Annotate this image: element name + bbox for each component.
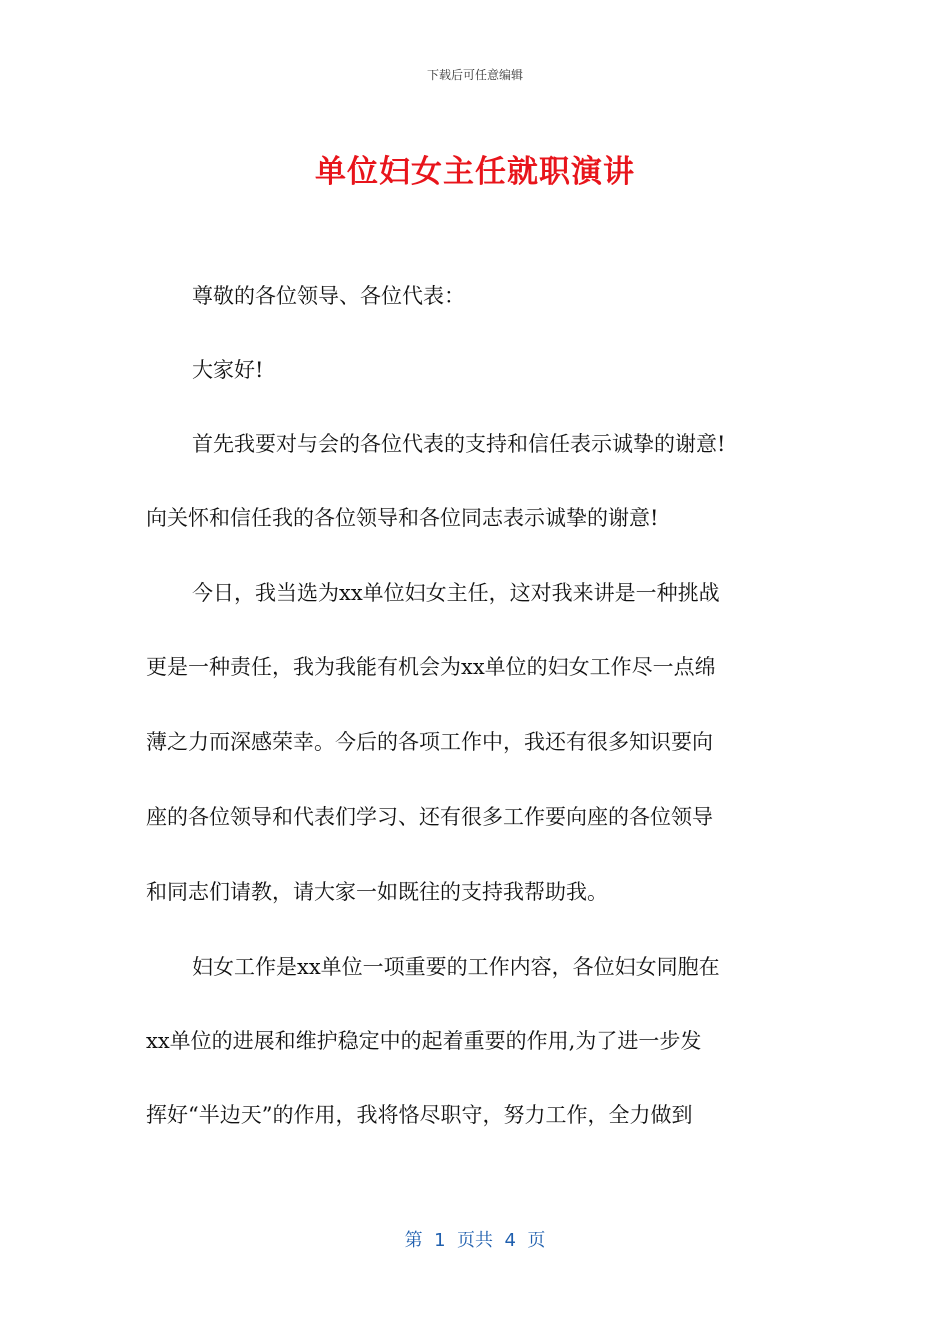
body-line: 尊敬的各位领导、各位代表：: [192, 284, 465, 308]
body-line: 挥好“半边天”的作用，我将恪尽职守，努力工作，全力做到: [146, 1103, 693, 1127]
body-line: 和同志们请教，请大家一如既往的支持我帮助我。: [146, 880, 608, 904]
body-line: 妇女工作是xx单位一项重要的工作内容，各位妇女同胞在: [192, 955, 720, 979]
body-line: xx单位的进展和维护稳定中的起着重要的作用,为了进一步发: [146, 1029, 702, 1053]
body-line: 今日，我当选为xx单位妇女主任，这对我来讲是一种挑战: [192, 581, 720, 605]
body-line: 首先我要对与会的各位代表的支持和信任表示诚挚的谢意!: [192, 432, 726, 456]
body-line: 座的各位领导和代表们学习、还有很多工作要向座的各位领导: [146, 805, 713, 829]
page-number-footer: 第 1 页共 4 页: [404, 1230, 546, 1251]
body-line: 更是一种责任，我为我能有机会为xx单位的妇女工作尽一点绵: [146, 655, 716, 679]
page-header-note: 下载后可任意编辑: [426, 68, 523, 82]
body-line: 大家好!: [192, 358, 264, 382]
document-title: 单位妇女主任就职演讲: [315, 154, 635, 190]
body-line: 向关怀和信任我的各位领导和各位同志表示诚挚的谢意!: [146, 506, 659, 530]
body-line: 薄之力而深感荣幸。今后的各项工作中，我还有很多知识要向: [146, 730, 713, 754]
